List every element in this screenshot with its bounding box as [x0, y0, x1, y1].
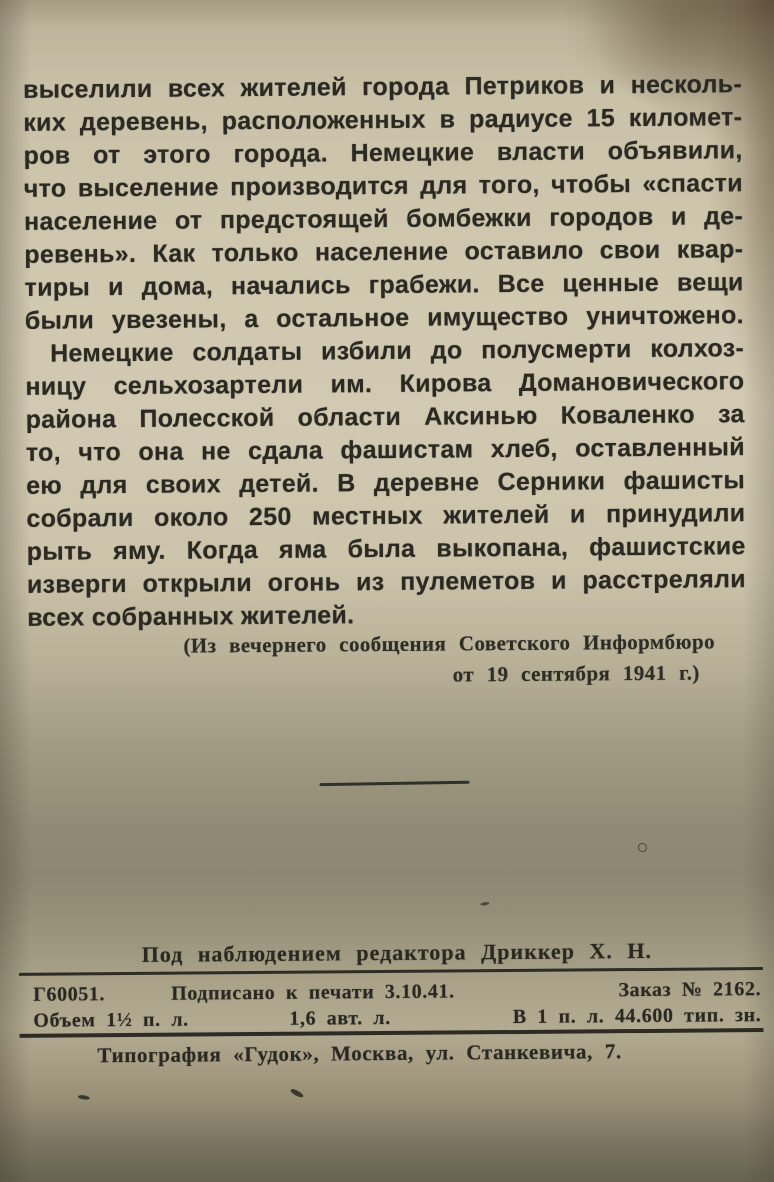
- body-text-line: население от предстоящей бомбежки городов и де-: [23, 202, 744, 236]
- body-text-line: выселили всех жителей города Петриков и несколь-: [22, 70, 743, 104]
- body-text-line: были увезены, а остальное имущество уничтожено.: [24, 301, 744, 335]
- imprint-signed-to-print-date: Подписано к печати 3.10.41.: [171, 980, 455, 1005]
- printing-house-line: Типография «Гудок», Москва, ул. Станкевича, 7.: [97, 1039, 622, 1068]
- imprint-type-signs: В 1 п. л. 44.600 тип. зн.: [512, 1004, 762, 1029]
- body-text-line: собрали около 250 местных жителей и принудили: [26, 499, 746, 533]
- imprint-author-sheets: 1,6 авт. л.: [289, 1006, 391, 1030]
- editor-credit-line: Под наблюдением редактора Дриккер Х. Н.: [141, 937, 653, 967]
- paper-speck: [638, 843, 647, 852]
- body-text-line: ких деревень, расположенных в радиусе 15 километ-: [23, 103, 743, 137]
- body-text-line: района Полесской области Аксинью Коваленко за: [25, 400, 745, 434]
- colophon-top-rule: [19, 967, 763, 975]
- body-text-line: ров от этого города. Немецкие власти объявили,: [23, 136, 743, 170]
- source-attribution-line-1: (Из вечернего сообщения Советского Информбюро: [183, 629, 716, 658]
- body-text-line: тиры и дома, начались грабежи. Все ценные вещи: [24, 268, 744, 302]
- body-text-line: изверги открыли огонь из пулеметов и расстреляли: [26, 565, 747, 599]
- body-text-line: что выселение производится для того, чтобы «спасти: [23, 169, 743, 203]
- body-text-line-paragraph-start: Немецкие солдаты избили до полусмерти колхоз-: [50, 334, 745, 368]
- body-text-line: всех собранных жителей.: [27, 601, 355, 632]
- body-text-line: ницу сельхозартели им. Кирова Домановического: [25, 367, 745, 401]
- source-attribution-line-2: от 19 сентября 1941 г.): [452, 660, 700, 687]
- body-text-line: ревень». Как только население оставило свои квар-: [24, 235, 744, 269]
- imprint-order-number: Заказ № 2162.: [618, 978, 762, 1002]
- body-text-line: ею для своих детей. В деревне Серники фашисты: [26, 466, 746, 500]
- body-text-line: то, что она не сдала фашистам хлеб, оставленный: [25, 433, 745, 467]
- imprint-code: Г60051.: [33, 983, 106, 1006]
- imprint-volume: Объем 1½ п. л.: [33, 1008, 189, 1032]
- body-text-line: рыть яму. Когда яма была выкопана, фашистские: [26, 532, 746, 566]
